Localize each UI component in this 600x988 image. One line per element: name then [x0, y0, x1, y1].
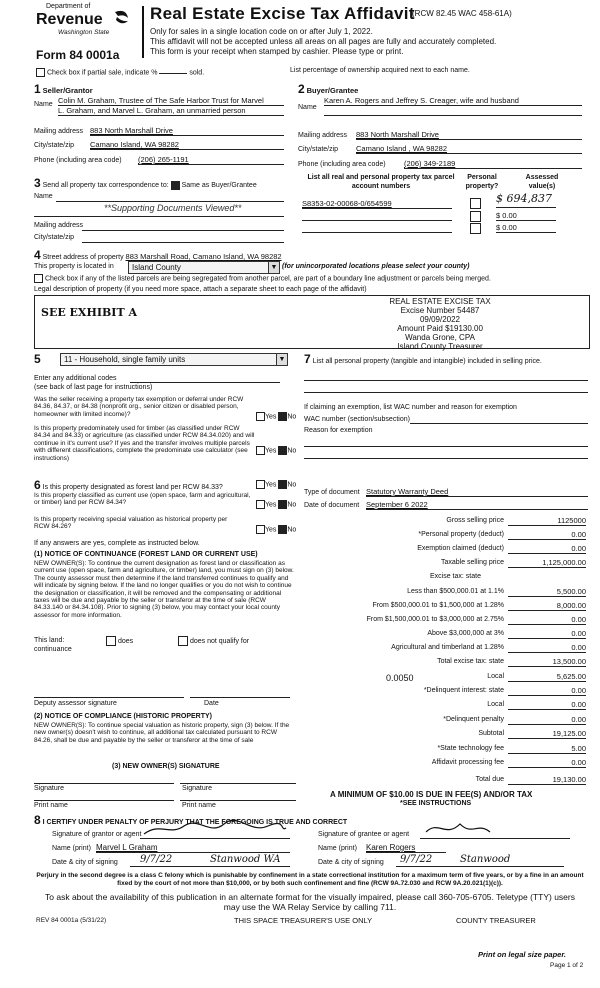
- tax-row-local: [286, 672, 586, 683]
- tax-row-delinquent-interest: [286, 686, 586, 697]
- grantor-signature-field[interactable]: [140, 820, 290, 839]
- header-line-2: This affidavit will not be accepted unless all areas on all pages are fully and accurately completed.: [150, 37, 497, 46]
- stamp-line-5: Wanda Grone, CPA: [405, 333, 475, 342]
- local-rate[interactable]: 0.0050: [386, 673, 414, 683]
- tax-row-delinquent-penalty: [286, 715, 586, 726]
- section-number-7: 7: [304, 352, 311, 366]
- partial-sale-checkbox[interactable]: [36, 68, 45, 77]
- tax-row-label: *Delinquent penalty: [443, 716, 504, 723]
- yes-label: Yes: [265, 413, 277, 421]
- partial-sale-suffix: sold.: [189, 69, 205, 77]
- partial-sale-percent-field[interactable]: [159, 73, 187, 74]
- notice-compliance-heading: (2) NOTICE OF COMPLIANCE (HISTORIC PROPERTY): [34, 713, 212, 720]
- tax-row-total-state: [286, 657, 586, 668]
- segregated-label: Check box if any of the listed parcels are being segregated from another parcel, are part of a boundary line adjustment or parcels being merged.: [44, 275, 491, 283]
- segregated-checkbox[interactable]: [34, 274, 43, 283]
- historical-question: Is this property receiving special valuation as historical property per RCW 84.26?: [34, 516, 228, 531]
- correspondence-name-field[interactable]: [56, 201, 284, 202]
- document-date-label: Date of document: [304, 502, 360, 509]
- certify-text: I CERTIFY UNDER PENALTY OF PERJURY THAT THE FOREGOING IS TRUE AND CORRECT: [42, 819, 348, 826]
- document-type-label: Type of document: [304, 489, 360, 496]
- personal-property-field-1[interactable]: [304, 380, 588, 381]
- tax-row-value[interactable]: 0.00: [508, 758, 586, 768]
- personal-property-label: List all personal property (tangible and intangible) included in selling price.: [312, 358, 542, 365]
- tax-row-label: Total excise tax: state: [437, 658, 504, 665]
- wac-number-field[interactable]: [410, 423, 588, 424]
- seller-name-line-1[interactable]: Colin M. Graham, Trustee of The Safe Harbor Trust for Marvel: [58, 96, 284, 106]
- tax-row-technology-fee: [286, 744, 586, 755]
- historical-yes-checkbox[interactable]: [256, 525, 265, 534]
- assessed-value-2[interactable]: $ 0.00: [496, 211, 517, 220]
- personal-property-checkbox-3[interactable]: [470, 223, 481, 234]
- assessed-value-1[interactable]: $ 694,837: [496, 192, 552, 205]
- wac-number-label: WAC number (section/subsection): [304, 416, 410, 423]
- grantor-name-label: Name (print): [52, 845, 91, 852]
- seller-city-field[interactable]: Camano Island, WA 98282: [90, 140, 179, 149]
- same-as-buyer-label: Same as Buyer/Grantee: [181, 182, 257, 189]
- stamp-line-4: Amount Paid $19130.00: [397, 324, 483, 333]
- section-number-4: 4: [34, 248, 41, 262]
- exemption-question: Was the seller receiving a property tax exemption or deferral under RCW 84.36, 84.37, or 84.38 (nonprofit org., senior citizen or disabled person, homeowner with limited income)?: [34, 396, 244, 418]
- tax-row-exemption: [286, 544, 586, 555]
- partial-sale-row: [36, 68, 204, 77]
- seller-name-line-2[interactable]: L. Graham, and Marvel L. Graham, an unmarried person: [58, 106, 284, 116]
- buyer-city-field[interactable]: Camano Island , WA 98282: [356, 144, 448, 153]
- tax-row-label: Local: [487, 673, 504, 680]
- excise-tax-state-heading: Excise tax: state: [430, 573, 481, 580]
- buyer-phone-field[interactable]: (206) 349-2189: [404, 159, 456, 168]
- correspondence-label: Send all property tax correspondence to:: [42, 182, 169, 189]
- current-use-question: Is this property classified as current use (open space, farm and agricultural, or timber) land per RCW 84.34?: [34, 492, 251, 507]
- county-note: (for unincorporated locations please select your county): [282, 263, 470, 270]
- tax-row-gross: [286, 516, 586, 527]
- perjury-notice: Perjury in the second degree is a class C felony which is punishable by confinement in a state correctional institution for a maximum term of five years, or by a fine in an amount fixed by the court of not more than $10,000, or by both such confinement and fine (RCW 9A.72.030 and RCW 9A.20.021(1)(c)).: [36, 872, 584, 887]
- tax-row-value[interactable]: 1,125,000.00: [508, 558, 586, 568]
- grantee-signature-field[interactable]: [420, 820, 570, 839]
- answers-note: If any answers are yes, complete as instructed below.: [34, 540, 200, 547]
- section-number-2: 2: [298, 82, 305, 96]
- tax-row-label: Taxable selling price: [440, 559, 504, 566]
- timber-answer: [256, 446, 296, 455]
- stamp-line-6: Island County Treasurer: [397, 342, 483, 351]
- notice-compliance-body: NEW OWNER(S): To continue special valuation as historic property, sign (3) below. If the new owner(s) doesn't wish to continue, all additional tax calculated pursuant to RCW 84.26, shall be due and payable by the seller or transferor at the time of sale: [34, 722, 290, 744]
- tax-row-value[interactable]: 5,500.00: [508, 587, 586, 597]
- ownership-note: List percentage of ownership acquired next to each name.: [290, 67, 470, 74]
- form-title: Real Estate Excise Tax Affidavit: [150, 4, 415, 23]
- header-line-1: Only for sales in a single location code on or after July 1, 2022.: [150, 27, 373, 36]
- treasurer-use-label: THIS SPACE TREASURER'S USE ONLY: [234, 916, 373, 925]
- tax-row-value[interactable]: 19,125.00: [508, 729, 586, 739]
- yes-label: Yes: [265, 526, 277, 534]
- agency-logo: [36, 3, 136, 43]
- tax-row-label: Affidavit processing fee: [431, 759, 504, 766]
- tax-row-value[interactable]: 0.00: [508, 544, 586, 554]
- tax-row-value[interactable]: 0.00: [508, 700, 586, 710]
- grantor-name-field[interactable]: Marvel L Graham: [96, 843, 158, 852]
- buyer-city-label: City/state/zip: [298, 146, 339, 153]
- buyer-name-field[interactable]: Karen A. Rogers and Jeffrey S. Creager, wife and husband: [324, 96, 582, 106]
- see-exhibit-text: SEE EXHIBIT A: [41, 306, 137, 319]
- forest-land-question: [34, 478, 256, 492]
- no-label: No: [287, 526, 297, 534]
- parcel-table: [300, 173, 588, 243]
- forest-land-answer: [256, 480, 296, 489]
- tax-row-label: *Delinquent interest: state: [423, 687, 504, 694]
- seller-phone-label: Phone (including area code): [34, 157, 122, 164]
- tax-row-value[interactable]: 8,000.00: [508, 601, 586, 611]
- county-treasurer-label: COUNTY TREASURER: [456, 916, 536, 925]
- tax-row-processing-fee: [286, 758, 586, 769]
- street-address-row: [34, 248, 282, 262]
- rcw-reference: (RCW 82.45 WAC 458-61A): [412, 9, 512, 18]
- document-date-field[interactable]: September 6 2022: [366, 500, 428, 509]
- stamp-line-3: 09/09/2022: [419, 315, 461, 324]
- correspondence-name-label: Name: [34, 193, 53, 200]
- page-number: Page 1 of 2: [550, 962, 584, 969]
- tax-row-label: Exemption claimed (deduct): [417, 545, 504, 552]
- grantor-date-label: Date & city of signing: [52, 859, 118, 866]
- located-in-label: This property is located in: [34, 263, 114, 270]
- exemption-claim-label: If claiming an exemption, list WAC number and reason for exemption: [304, 404, 517, 411]
- seller-name-label: Name: [34, 101, 53, 108]
- section7: [304, 352, 588, 366]
- buyer-name-label: Name: [298, 104, 317, 111]
- assessed-value-3[interactable]: $ 0.00: [496, 223, 517, 232]
- section-number-6: 6: [34, 478, 41, 492]
- buyer-heading: Buyer/Grantee: [306, 86, 359, 95]
- correspondence-mailing-label: Mailing address: [34, 222, 84, 229]
- logo-mark-icon: [112, 10, 130, 26]
- owner-signature-label-1: Signature: [34, 785, 64, 792]
- owner-print-name-label-1: Print name: [34, 802, 68, 809]
- tax-row-label: Subtotal: [478, 730, 504, 737]
- tax-row-value[interactable]: 0.00: [508, 615, 586, 625]
- personal-col-header: Personal property?: [465, 174, 499, 190]
- exemption-reason-field[interactable]: [304, 446, 588, 447]
- tax-row-value[interactable]: 0.00: [508, 715, 586, 725]
- owner-print-name-label-2: Print name: [182, 802, 216, 809]
- street-address-field[interactable]: 883 Marshall Road, Camano Island, WA 98282: [125, 252, 282, 261]
- personal-property-checkbox-1[interactable]: [470, 198, 481, 209]
- chevron-down-icon: ▼: [276, 354, 287, 365]
- grantee-date-field[interactable]: 9/7/22: [400, 854, 433, 865]
- parcel-number-2[interactable]: [302, 220, 452, 221]
- section-number-3: 3: [34, 176, 41, 190]
- deputy-signature-label: Deputy assessor signature: [34, 700, 117, 707]
- owner-signature-field-1[interactable]: [34, 783, 174, 784]
- tax-row-value[interactable]: 1125000: [508, 516, 586, 526]
- header-divider: [142, 6, 144, 58]
- correspondence-city-field[interactable]: [82, 242, 284, 243]
- tax-row-label: Agricultural and timberland at 1.28%: [391, 644, 504, 651]
- tax-row-label: *State technology fee: [437, 745, 504, 752]
- see-instructions-note: *SEE INSTRUCTIONS: [400, 800, 472, 807]
- grantee-name-label: Name (print): [318, 845, 357, 852]
- seller-phone-field[interactable]: (206) 265-1191: [138, 155, 189, 164]
- tax-row-delinquent-local: [286, 700, 586, 711]
- notice-continuance-body: NEW OWNER(S): To continue the current designation as forest land or classification as current use (open space, farm and agriculture, or timber) land, you must sign on (3) below. The county assessor must then determine if the land transferred continues to qualify and will indicate by signing below. If the land no longer qualifies or you do not wish to continue the designation or classification, it will be removed and the compensating or additional taxes will be due and payable by the seller or transferor at the time of sale (RCW 84.33.140 or 84.34.108). Prior to signing (3) below, you may contact your local county assessor for more information.: [34, 560, 294, 619]
- correspondence-section: [34, 176, 290, 246]
- owner-print-name-field-1[interactable]: [34, 800, 174, 801]
- seller-mailing-label: Mailing address: [34, 128, 84, 135]
- correspondence-mailing-field[interactable]: [82, 230, 284, 231]
- state-label: Washington State: [58, 29, 110, 36]
- tax-row-personal: [286, 530, 586, 541]
- parcel-number-1[interactable]: S8353-02-00068-0/654599: [302, 199, 392, 208]
- seller-section: [34, 82, 284, 170]
- does-qualify-row: [106, 636, 133, 646]
- no-label: No: [287, 447, 297, 455]
- exemption-answer: [256, 412, 296, 421]
- grantor-city-field[interactable]: Stanwood WA: [210, 854, 281, 865]
- deputy-date-label: Date: [204, 700, 219, 707]
- tax-row-label: Less than $500,000.01 at 1.1%: [407, 588, 504, 595]
- owner-signature-label-2: Signature: [182, 785, 212, 792]
- timber-question: Is this property predominately used for timber (as classified under RCW 84.34 and 84.33) or agriculture (as classified under RCW 84.34.020) and will continue in it's current use? If yes and the transfer involves multiple parcels with different classifications, complete the predominate use calculator (see instructions): [34, 425, 255, 462]
- land-continuance-label: continuance: [34, 646, 72, 653]
- yes-label: Yes: [265, 447, 277, 455]
- section-number-5: 5: [34, 352, 41, 366]
- legal-description-label: Legal description of property (if you need more space, attach a separate sheet to each page of the affidavit): [34, 286, 367, 293]
- correspondence-city-label: City/state/zip: [34, 234, 75, 241]
- document-type-field[interactable]: Statutory Warranty Deed: [366, 487, 449, 496]
- treasurer-receipt-stamp: [340, 297, 540, 351]
- chevron-down-icon: ▼: [268, 262, 279, 273]
- partial-sale-label: Check box if partial sale, indicate %: [46, 69, 158, 77]
- additional-codes-field[interactable]: [130, 382, 280, 383]
- notice-continuance-heading: (1) NOTICE OF CONTINUANCE (FOREST LAND OR CURRENT USE): [34, 551, 258, 558]
- grantee-signature-label: Signature of grantee or agent: [318, 831, 410, 838]
- buyer-mailing-field[interactable]: 883 North Marshall Drive: [356, 130, 439, 139]
- department-label: Department of: [46, 3, 91, 10]
- buyer-mailing-label: Mailing address: [298, 132, 348, 139]
- personal-property-checkbox-2[interactable]: [470, 211, 481, 222]
- grantor-signature-label: Signature of grantor or agent: [52, 831, 142, 838]
- section-number-1: 1: [34, 82, 41, 96]
- buyer-phone-label: Phone (including area code): [298, 161, 386, 168]
- tax-row-value[interactable]: 5.00: [508, 744, 586, 754]
- buyer-section: [298, 82, 588, 170]
- land-label: This land:: [34, 637, 65, 644]
- no-label: No: [287, 413, 297, 421]
- tax-row-value[interactable]: 0.00: [508, 686, 586, 696]
- parcel-col-header: List all real and personal property tax parcel account numbers: [307, 174, 455, 190]
- tax-row-label: Above $3,000,000 at 3%: [427, 630, 504, 637]
- yes-label: Yes: [265, 501, 277, 509]
- grantee-city-field[interactable]: Stanwood: [460, 854, 511, 865]
- grantee-date-label: Date & city of signing: [318, 859, 384, 866]
- new-owner-signature-heading: (3) NEW OWNER(S) SIGNATURE: [112, 763, 220, 770]
- no-label: No: [287, 481, 297, 489]
- exemption-reason-label: Reason for exemption: [304, 427, 373, 434]
- county-select[interactable]: [128, 261, 280, 274]
- tax-row-label: Total due: [475, 776, 504, 783]
- tax-row-label: Gross selling price: [446, 517, 504, 524]
- tax-row-total-due: [286, 775, 586, 786]
- forest-yes-checkbox[interactable]: [256, 480, 265, 489]
- grantor-signature-scribble-icon: [140, 820, 290, 838]
- tax-row-tier2: [286, 601, 586, 612]
- does-not-qualify-row: [178, 636, 249, 646]
- revision-label: REV 84 0001a (5/31/22): [36, 917, 107, 924]
- section-number-8: 8: [34, 813, 41, 827]
- stamp-line-2: Excise Number 54487: [400, 306, 480, 315]
- forest-land-text: Is this property designated as forest land per RCW 84.33?: [42, 484, 223, 491]
- tax-row-subtotal: [286, 729, 586, 740]
- does-not-qualify-checkbox[interactable]: [178, 636, 188, 646]
- land-use-select[interactable]: [60, 353, 288, 366]
- current-use-answer: [256, 500, 296, 509]
- tax-row-taxable: [286, 558, 586, 569]
- form-number: Form 84 0001a: [36, 48, 120, 62]
- seller-heading: Seller/Grantor: [42, 86, 93, 95]
- tax-row-label: From $1,500,000.01 to $3,000,000 at 2.75%: [366, 616, 504, 623]
- grantor-date-field[interactable]: 9/7/22: [140, 854, 173, 865]
- tax-row-label: From $500,000.01 to $1,500,000 at 1.28%: [372, 602, 504, 609]
- legal-paper-note: Print on legal size paper.: [478, 950, 566, 959]
- no-label: No: [287, 501, 297, 509]
- tax-row-tier1: [286, 587, 586, 598]
- timber-yes-checkbox[interactable]: [256, 446, 265, 455]
- yes-label: Yes: [265, 481, 277, 489]
- exemption-yes-checkbox[interactable]: [256, 412, 265, 421]
- grantee-signature-scribble-icon: [420, 820, 570, 838]
- county-select-value: Island County: [132, 263, 181, 272]
- tax-row-value[interactable]: 0.00: [508, 629, 586, 639]
- tax-row-label: Local: [487, 701, 504, 708]
- tax-row-value[interactable]: 5,625.00: [508, 672, 586, 682]
- alternate-format-notice: To ask about the availability of this publication in an alternate format for the visually impaired, please call 360-705-6705. Teletype (TTY) users may use the WA Relay Service by calling 711.: [45, 892, 575, 912]
- deputy-date-field[interactable]: [190, 697, 290, 698]
- tax-row-tier3: [286, 615, 586, 626]
- segregated-row: [34, 274, 491, 283]
- tax-row-value[interactable]: 0.00: [508, 530, 586, 540]
- grantee-name-field[interactable]: Karen Rogers: [366, 843, 416, 852]
- street-address-label: Street address of property: [42, 254, 124, 261]
- same-as-buyer-checkbox[interactable]: [171, 181, 180, 190]
- does-qualify-checkbox[interactable]: [106, 636, 116, 646]
- minimum-due-notice: A MINIMUM OF $10.00 IS DUE IN FEE(S) AND/OR TAX: [330, 790, 533, 799]
- supporting-docs-stamp: **Supporting Documents Viewed**: [104, 203, 242, 213]
- assessed-col-header: Assessed value(s): [525, 174, 559, 190]
- does-label: does: [117, 637, 134, 645]
- tax-row-value[interactable]: 0.00: [508, 643, 586, 653]
- seller-city-label: City/state/zip: [34, 142, 75, 149]
- land-use-select-value: 11 - Household, single family units: [64, 355, 186, 364]
- tax-row-value[interactable]: 13,500.00: [508, 657, 586, 667]
- parcel-number-3[interactable]: [302, 232, 452, 233]
- deputy-signature-field[interactable]: [34, 697, 184, 698]
- tax-row-tier4: [286, 629, 586, 640]
- seller-mailing-field[interactable]: 883 North Marshall Drive: [90, 126, 173, 135]
- does-not-label: does not qualify for: [189, 637, 250, 645]
- owner-signature-field-2[interactable]: [180, 783, 296, 784]
- current-use-yes-checkbox[interactable]: [256, 500, 265, 509]
- stamp-line-1: REAL ESTATE EXCISE TAX: [389, 297, 491, 306]
- header-line-3: This form is your receipt when stamped by cashier. Please type or print.: [150, 47, 404, 56]
- tax-row-agricultural: [286, 643, 586, 654]
- agency-name: Revenue: [36, 11, 103, 28]
- owner-print-name-field-2[interactable]: [180, 800, 296, 801]
- additional-codes-note: (see back of last page for instructions): [34, 384, 153, 391]
- tax-row-label: *Personal property (deduct): [418, 531, 504, 538]
- additional-codes-label: Enter any additional codes: [34, 375, 117, 382]
- tax-row-value[interactable]: 19,130.00: [508, 775, 586, 785]
